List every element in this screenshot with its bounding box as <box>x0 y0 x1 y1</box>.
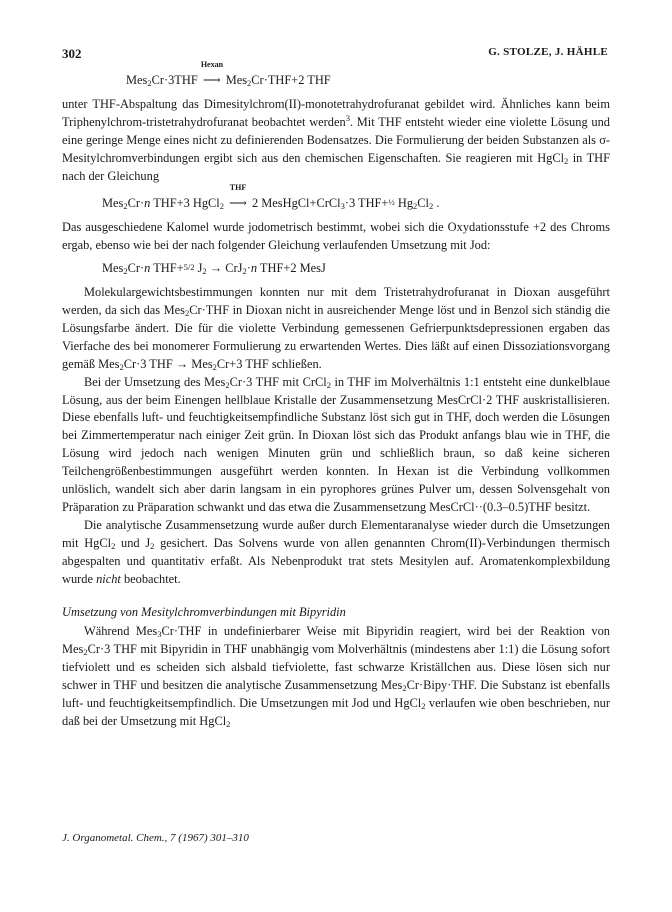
reference-marker: 3 <box>345 112 350 123</box>
equation-1: Mes$_2$Cr·3THF Hexan ⟶ Mes$_2$Cr·THF+2 THF <box>126 60 331 88</box>
paragraph-3: Molekulargewichtsbestimmungen konnten nur mit dem Tristetrahydrofuranat in Dioxan ausgeführt werden, da sich das Mes$_2$Cr·THF in Dioxan nicht in ausreichender Menge löst und in Benzol sich ständig die Lösungsfarbe ändert. Die für die violette Verbindung gemessenen Gefrierpunktsdepressionen ergaben das Vierfache des bei monomerer Formulierung zu erwartenden Wertes. Dies läßt auf einen Dissoziationsvorgang gemäß Mes$_2$Cr·3 THF → Mes$_2$Cr+3 THF schließen. <box>62 285 610 372</box>
paragraph-6: Während Mes$_3$Cr·THF in undefinierbarer Weise mit Bipyridin reagiert, wird bei der Reaktion von Mes$_2$Cr·3 THF mit Bipyridin in THF unabhängig vom Molverhältnis (mindestens aber 1:1) die Lösung sofort tiefviolett und es scheiden sich alsbald tiefviolette, fast schwarze Kriställchen aus. Diese lösen sich nur schwer in THF und besitzen die analytische Zusammensetzung Mes$_2$Cr·Bipy·THF. Die Substanz ist ebenfalls luft- und feuchtigkeitsempfindlich. Die Umsetzungen mit Jod und HgCl$_2$ verlaufen wie oben beschrieben, nur daß bei der Umsetzung mit HgCl$_2$ <box>62 624 611 729</box>
paragraph-1: unter THF-Abspaltung das Dimesitylchrom(II)-monotetrahydrofuranat gebildet wird. Ähnliches kann beim Triphenylchrom-tristetrahydrofuranat beobachtet werden$^3$. Mit THF entsteht wieder eine violette Lösung und eine geringe Menge eines nicht zu definierenden Bodensatzes. Die Formulierung der beiden Substanzen als σ-Mesitylchromverbindungen ergibt sich aus den chemischen Eigenschaften. Sie reagieren mit HgCl$_2$ in THF nach der Gleichung <box>62 96 610 183</box>
paragraph-5: Die analytische Zusammensetzung wurde außer durch Elementaranalyse wieder durch die Umsetzungen mit HgCl$_2$ und $J_2$ gesichert. Das Solvens wurde von allen genannten Chrom(II)-Verbindungen thermisch abgespalten und quantitativ erfaßt. Als Nebenprodukt trat stets Mesitylen auf. Aromatenkomplexbildung wurde nicht beobachtet. <box>62 517 610 586</box>
equation-3: Mes$_2$Cr·n THF+5/2 $J_2 \to CrJ_2\cdot n$ THF+2 MesJ <box>102 261 326 277</box>
arrow-label-hexan: Hexan <box>200 60 224 69</box>
section-heading: Umsetzung von Mesitylchromverbindungen mit Bipyridin <box>62 605 346 620</box>
page-number: 302 <box>62 46 82 61</box>
paragraph-2: Das ausgeschiedene Kalomel wurde jodometrisch bestimmt, wobei sich die Oxydationsstufe +2 des Chroms ergab, ebenso wie bei der nach folgender Gleichung verlaufenden Umsetzung mit Jod: <box>62 220 610 253</box>
article-body <box>62 60 611 731</box>
equation-2: Mes$_2$Cr·n THF+3 HgCl$_2$ THF ⟶ 2 MesHgCl+CrCl$_3$·3 THF+½ $Hg_2Cl_2$ . <box>102 183 440 212</box>
reaction-arrow: Hexan ⟶ <box>200 60 224 87</box>
arrow-label-thf: THF <box>229 183 247 193</box>
running-header-authors: G. STOLZE, J. HÄHLE <box>488 46 608 58</box>
journal-citation: J. Organometal. Chem., 7 (1967) 301–310 <box>62 832 249 844</box>
paragraph-4: Bei der Umsetzung des Mes$_2$Cr·3 THF mit CrCl$_2$ in THF im Molverhältnis 1:1 entsteht eine dunkelblaue Lösung, aus der beim Einengen hellblaue Kristalle der Zusammensetzung MesCrCl·2 THF auskristallisieren. Diese ebenfalls luft- und feuchtigkeitsempfindliche Substanz löst sich gut in THF, doch werden die Lösungen bei Zimmertemperatur nach einiger Zeit grün. In Dioxan löst sich das Produkt anfangs blau wie in THF, die Lösung wird jedoch nach wenigen Minuten grün und schließlich braun, so daß keine sicheren Teilchengrößenbestimmungen ausgeführt werden konnten. In Hexan ist die Verbindung vollkommen unlöslich, wandelt sich aber darin langsam in ein pyrophores grünes Pulver um, dessen Solvensgehalt von Präparation zu Präparation schwankt und das etwa die Zusammensetzung MesCrCl··(0.3–0.5)THF besitzt. <box>62 374 611 514</box>
reaction-arrow: THF ⟶ <box>229 183 247 211</box>
